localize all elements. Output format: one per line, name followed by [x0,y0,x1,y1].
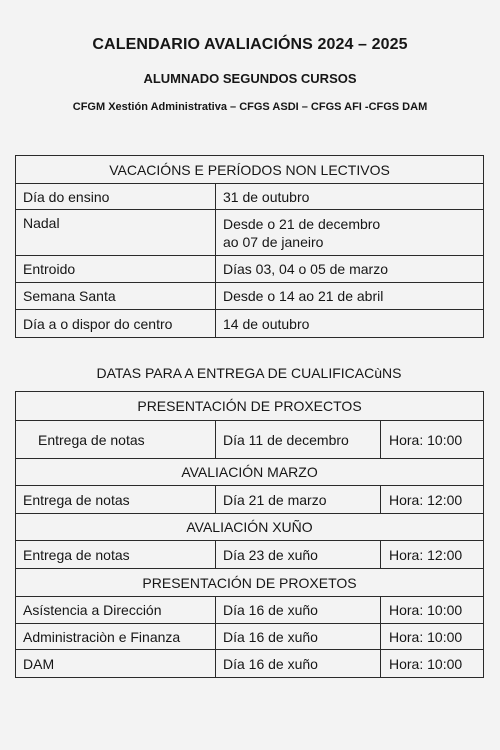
courses-line: CFGM Xestión Administrativa – CFGS ASDI – CFGS AFI -CFGS DAM [72,101,428,113]
table-row [16,624,484,650]
row-label: Administraciòn e Finanza [16,624,216,650]
holiday-label: Día do ensino [16,184,216,210]
subsection-title: AVALIACIÓN MARZO [16,459,484,486]
subsection-title: PRESENTACIÓN DE PROXETOS [16,569,484,597]
table-row [16,541,484,569]
row-date: Día 16 de xuño [216,624,381,650]
row-date: Día 16 de xuño [216,597,381,624]
grades-table [15,391,484,678]
holiday-value-line: Desde o 21 de decembro [223,215,381,232]
table-row [16,310,484,338]
grades-subsection-row [16,514,484,541]
row-time: Hora: 12:00 [381,541,484,569]
grades-section-title: DATAS PARA A ENTREGA DE CUALIFICACùNS [96,365,402,381]
holiday-label: Nadal [16,210,216,256]
subsection-title: AVALIACIÓN XUÑO [16,514,484,541]
table-row [16,283,484,310]
row-time: Hora: 10:00 [381,650,484,678]
row-label: Entrega de notas [16,421,216,459]
table-row [16,421,484,459]
row-time: Hora: 10:00 [381,624,484,650]
holiday-value: Días 03, 04 o 05 de marzo [216,256,484,283]
table-row [16,486,484,514]
row-label: DAM [16,650,216,678]
row-date: Día 23 de xuño [216,541,381,569]
document-title: CALENDARIO AVALIACIÓNS 2024 – 2025 [92,36,408,53]
holiday-label: Semana Santa [16,283,216,310]
subsection-title: PRESENTACIÓN DE PROXECTOS [16,392,484,421]
holiday-label: Día a o dispor do centro [16,310,216,338]
row-time: Hora: 12:00 [381,486,484,514]
table-row [16,210,484,256]
row-label: Asístencia a Dirección [16,597,216,624]
holiday-value: 31 de outubro [216,184,484,210]
table-row [16,256,484,283]
row-label: Entrega de notas [16,486,216,514]
document-subtitle: ALUMNADO SEGUNDOS CURSOS [143,71,357,86]
holiday-value [216,210,484,256]
table-row [16,650,484,678]
row-date: Día 16 de xuño [216,650,381,678]
row-label: Entrega de notas [16,541,216,569]
holiday-label: Entroido [16,256,216,283]
row-date: Día 21 de marzo [216,486,381,514]
holiday-value: 14 de outubro [216,310,484,338]
grades-subsection-row [16,569,484,597]
holidays-title-row [16,156,484,184]
holiday-value: Desde o 14 ao 21 de abril [216,283,484,310]
row-date: Día 11 de decembro [216,421,381,459]
row-time: Hora: 10:00 [381,597,484,624]
table-row [16,184,484,210]
holidays-table [15,155,484,338]
grades-subsection-row [16,459,484,486]
table-row [16,597,484,624]
holiday-value-line: ao 07 de janeiro [223,233,324,250]
holidays-title: VACACIÓNS E PERÍODOS NON LECTIVOS [16,156,484,184]
grades-subsection-row [16,392,484,421]
row-time: Hora: 10:00 [381,421,484,459]
